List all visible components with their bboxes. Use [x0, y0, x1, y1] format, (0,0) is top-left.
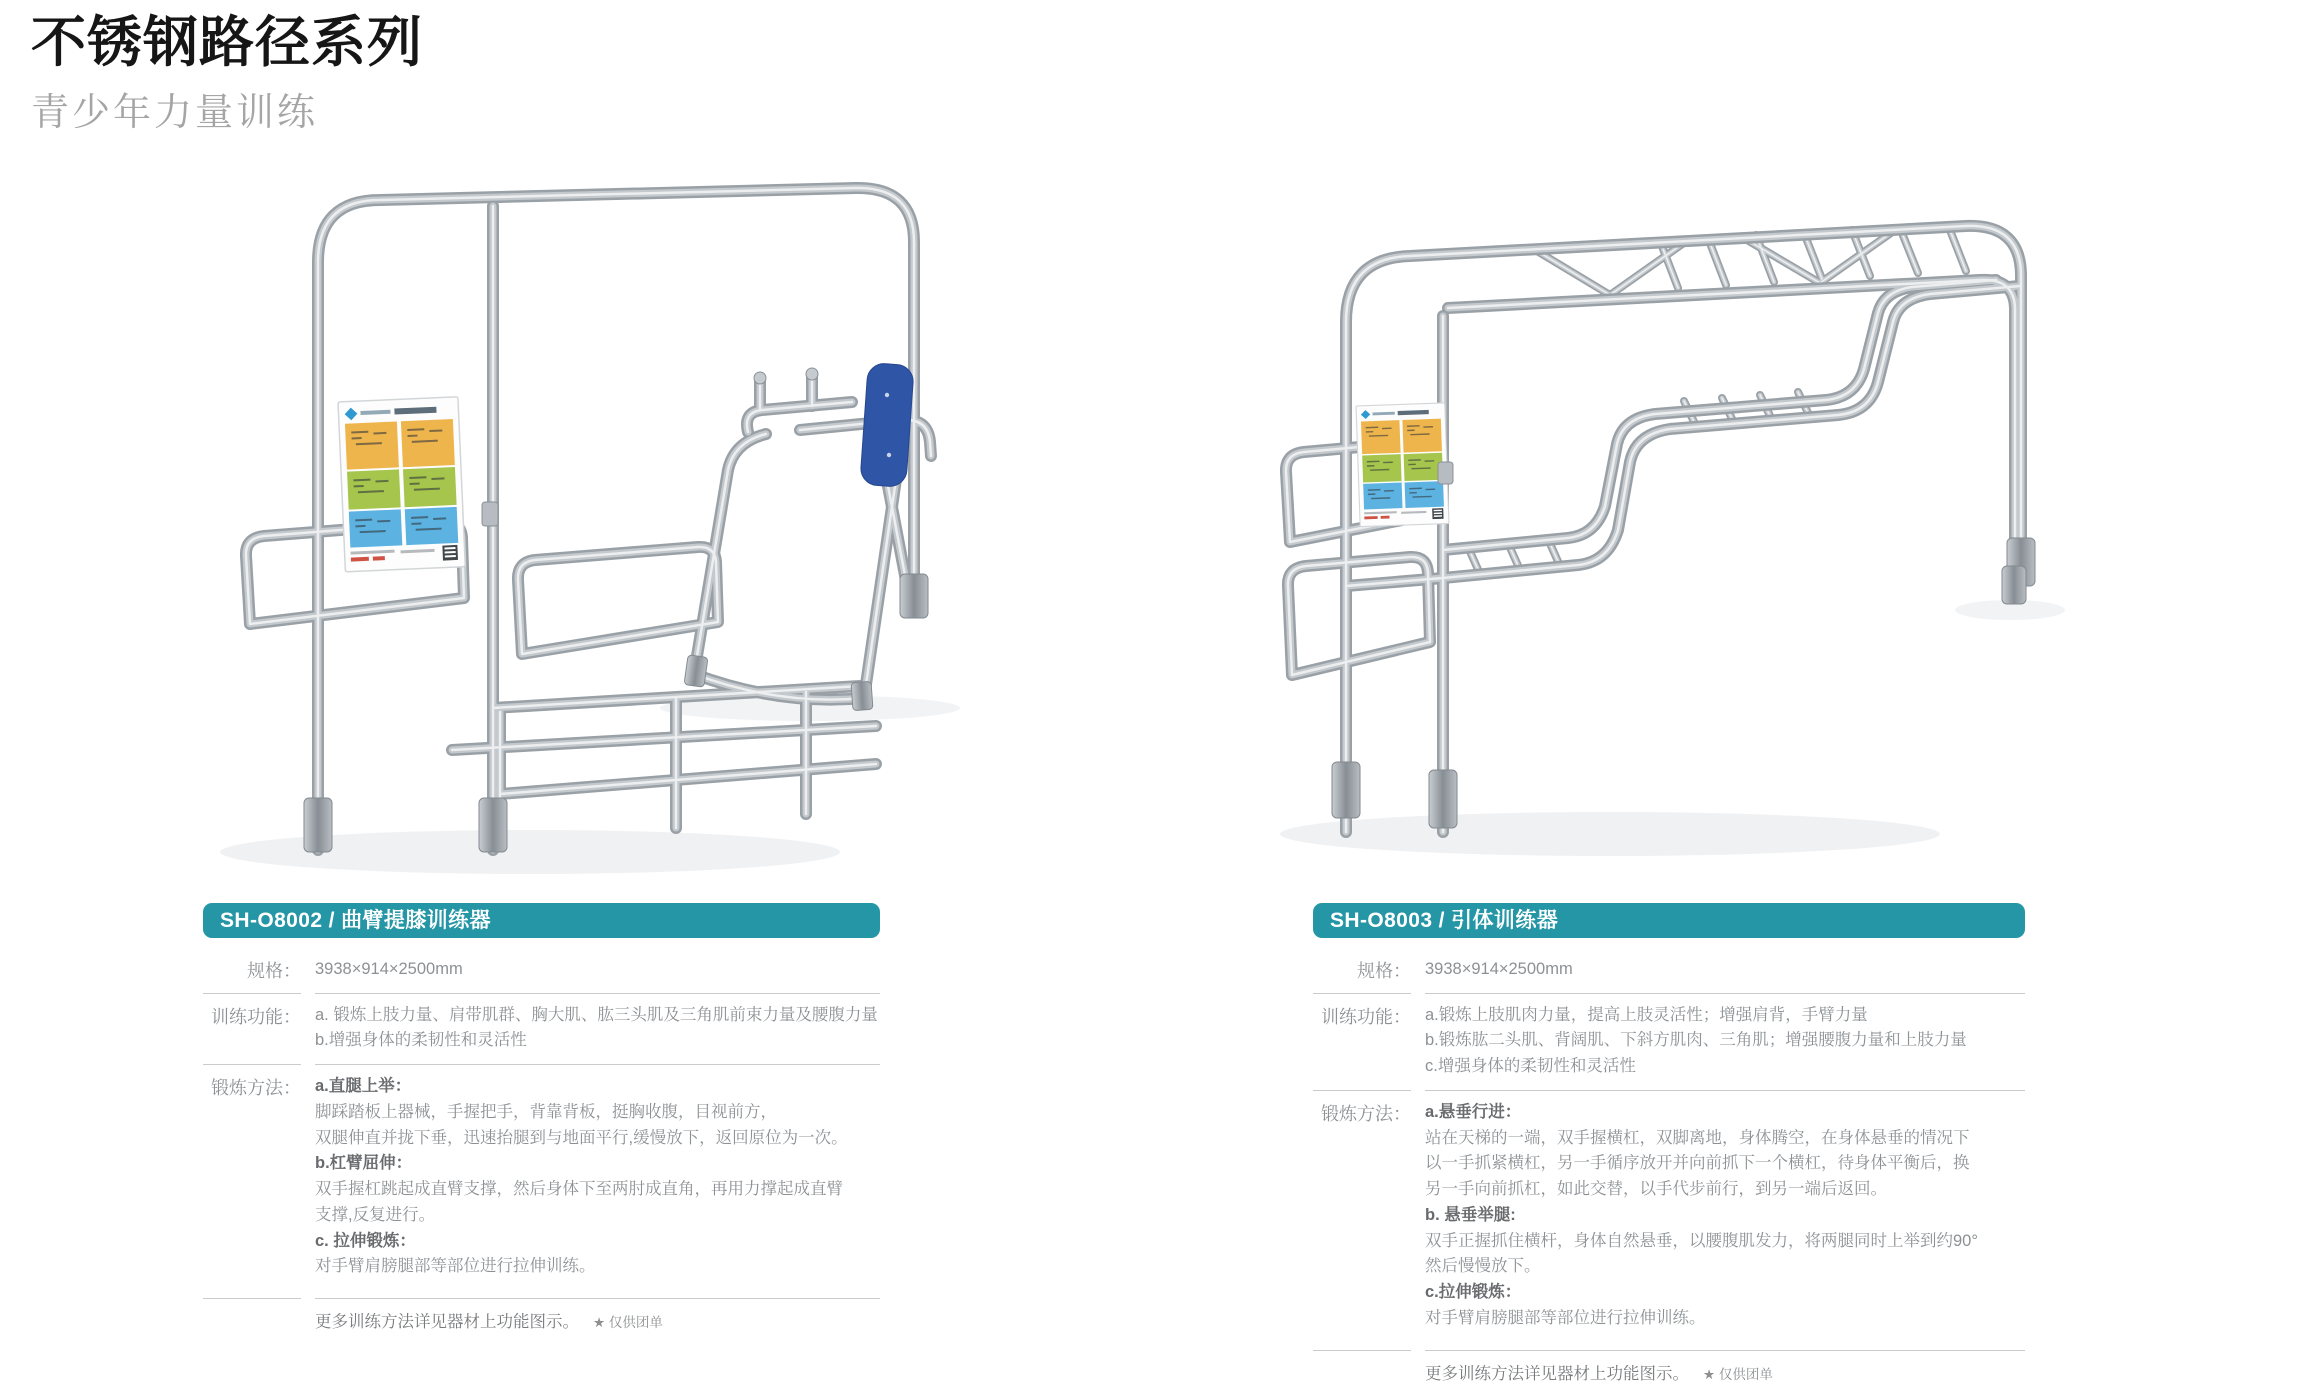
functions-label: 训练功能： — [1313, 994, 1411, 1091]
functions-content — [1425, 994, 2025, 1091]
text-line: c. 拉伸锻炼： — [315, 1231, 416, 1250]
model-banner: SH-O8003 / 引体训练器 — [1313, 903, 2025, 938]
product-figure — [1313, 142, 2025, 894]
text-line: a.锻炼上肢肌肉力量，提高上肢灵活性；增强肩背，手臂力量 — [1425, 1005, 1868, 1024]
product-render-pull-up-trainer — [1280, 110, 2080, 890]
text-line: c.增强身体的柔韧性和灵活性 — [1425, 1057, 1636, 1076]
footer-note: 更多训练方法详见器材上功能图示。 — [1425, 1364, 1689, 1383]
page-header — [31, 12, 423, 136]
footer-star-note: ★ 仅供团单 — [593, 1315, 663, 1331]
text-line: b.杠臂屈伸： — [315, 1154, 413, 1173]
spec-value: 3938×914×2500mm — [315, 948, 880, 994]
text-line: b.锻炼肱二头肌、背阔肌、下斜方肌肉、三角肌；增强腰腹力量和上肢力量 — [1425, 1031, 1967, 1050]
text-line: 双手握杠跳起成直臂支撑，然后身体下至两肘成直角，再用力撑起成直臂 — [315, 1180, 843, 1199]
text-line: b.增强身体的柔韧性和灵活性 — [315, 1031, 527, 1050]
instruction-sign-board — [1356, 403, 1449, 527]
page-subtitle: 青少年力量训练 — [31, 91, 319, 134]
instruction-sign-board — [338, 397, 465, 572]
footer-row — [203, 1299, 880, 1346]
product-card-sh-o8002 — [203, 142, 880, 1346]
footer-star-note: ★ 仅供团单 — [1703, 1366, 1773, 1382]
methods-content — [1425, 1091, 2025, 1351]
text-line: b. 悬垂举腿: — [1425, 1205, 1516, 1224]
spec-table — [1313, 948, 2025, 1397]
text-line: 支撑,反复进行。 — [315, 1205, 436, 1224]
spec-label: 规格： — [1313, 948, 1411, 994]
text-line: 双腿伸直并拢下垂，迅速抬腿到与地面平行,缓慢放下，返回原位为一次。 — [315, 1128, 848, 1147]
spec-row — [1313, 948, 2025, 994]
product-render-knee-raise-trainer — [200, 150, 1000, 902]
text-line: 对手臂肩膀腿部等部位进行拉伸训练。 — [315, 1257, 596, 1276]
spec-table — [203, 948, 880, 1346]
page-title: 不锈钢路径系列 — [31, 11, 424, 73]
product-card-sh-o8003 — [1313, 142, 2025, 1397]
text-line: a.悬垂行进： — [1425, 1102, 1522, 1121]
functions-label: 训练功能： — [203, 994, 301, 1065]
functions-row — [203, 994, 880, 1065]
text-line: 然后慢慢放下。 — [1425, 1257, 1541, 1276]
spec-label: 规格： — [203, 948, 301, 994]
footer-note: 更多训练方法详见器材上功能图示。 — [315, 1313, 579, 1332]
text-line: c.拉伸锻炼： — [1425, 1283, 1522, 1302]
text-line: 另一手向前抓杠，如此交替，以手代步前行，到另一端后返回。 — [1425, 1180, 1887, 1199]
model-banner: SH-O8002 / 曲臂提膝训练器 — [203, 903, 880, 938]
spec-value: 3938×914×2500mm — [1425, 948, 2025, 994]
product-figure — [203, 142, 880, 894]
methods-label: 锻炼方法： — [203, 1065, 301, 1299]
functions-row — [1313, 994, 2025, 1091]
methods-row — [1313, 1091, 2025, 1351]
text-line: a.直腿上举： — [315, 1077, 412, 1096]
methods-label: 锻炼方法： — [1313, 1091, 1411, 1351]
methods-content — [315, 1065, 880, 1299]
text-line: 站在天梯的一端，双手握横杠，双脚离地，身体腾空，在身体悬垂的情况下 — [1425, 1128, 1970, 1147]
text-line: a. 锻炼上肢力量、肩带肌群、胸大肌、肱三头肌及三角肌前束力量及腰腹力量 — [315, 1005, 878, 1024]
text-line: 以一手抓紧横杠，另一手循序放开并向前抓下一个横杠，待身体平衡后，换 — [1425, 1154, 1970, 1173]
back-pad — [860, 363, 914, 488]
functions-content — [315, 994, 880, 1065]
footer-row — [1313, 1351, 2025, 1397]
text-line: 对手臂肩膀腿部等部位进行拉伸训练。 — [1425, 1308, 1706, 1327]
methods-row — [203, 1065, 880, 1299]
spec-row — [203, 948, 880, 994]
text-line: 双手正握抓住横杆，身体自然悬垂，以腰腹肌发力，将两腿同时上举到约90° — [1425, 1231, 1978, 1250]
text-line: 脚踩踏板上器械，手握把手，背靠背板，挺胸收腹，目视前方， — [315, 1102, 777, 1121]
